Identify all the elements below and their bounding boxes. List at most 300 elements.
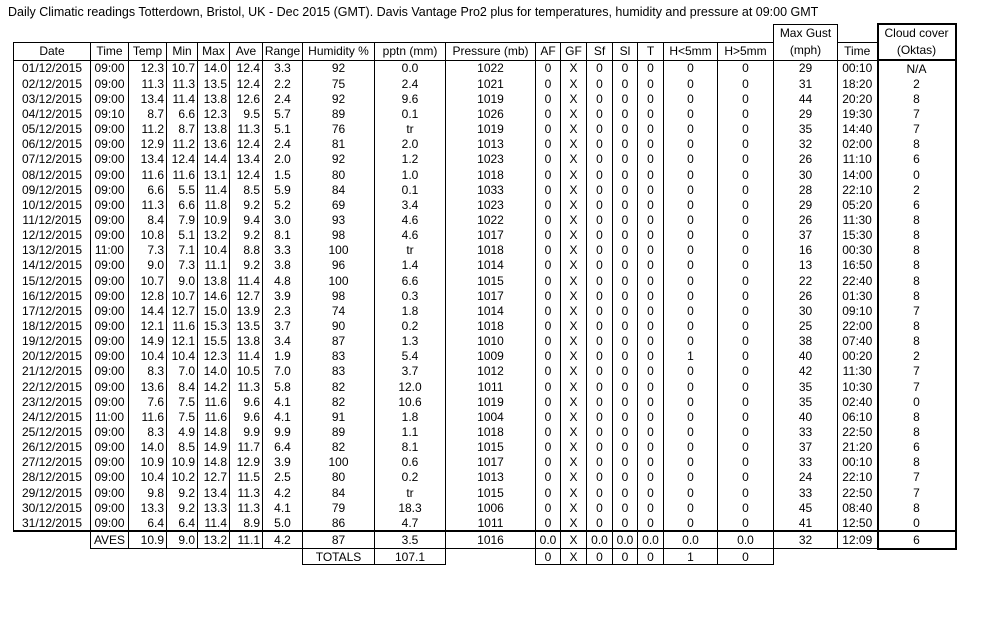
cell-t: 0 [638, 182, 664, 197]
cell-sl: 0 [613, 197, 638, 212]
cell-max-gust: 40 [774, 349, 838, 364]
cell-time: 09:00 [91, 197, 129, 212]
cell-pressure: 1014 [446, 258, 536, 273]
cell-t: 0 [638, 137, 664, 152]
cell-gf: X [561, 364, 587, 379]
cell-gf: X [561, 440, 587, 455]
cell-gust-time: 00:10 [838, 60, 878, 76]
cell-sl: 0 [613, 424, 638, 439]
cell-range: 4.1 [263, 394, 303, 409]
totals-empty [878, 549, 956, 565]
cell-humidity: 98 [303, 228, 375, 243]
cell-humidity: 82 [303, 440, 375, 455]
cell-pressure: 1022 [446, 212, 536, 227]
cell-h-lt-5mm: 0 [664, 515, 718, 531]
cell-sf: 0 [587, 409, 613, 424]
cell-temp: 10.7 [129, 273, 167, 288]
cell-pptn: 1.2 [375, 152, 446, 167]
cell-sf: 0 [587, 364, 613, 379]
col-header-sf: Sf [587, 42, 613, 60]
aves-ave: 11.1 [230, 531, 263, 548]
cell-af: 0 [536, 485, 561, 500]
cell-range: 2.5 [263, 470, 303, 485]
cell-max-gust: 31 [774, 76, 838, 91]
cell-time: 09:00 [91, 212, 129, 227]
cell-pressure: 1004 [446, 409, 536, 424]
cell-gust-time: 02:40 [838, 394, 878, 409]
cell-cloud-cover: 7 [878, 122, 956, 137]
col-header-temp: Temp [129, 42, 167, 60]
cell-humidity: 80 [303, 167, 375, 182]
cell-humidity: 87 [303, 334, 375, 349]
cell-gust-time: 20:20 [838, 91, 878, 106]
cell-max: 13.1 [198, 167, 230, 182]
aves-row [14, 531, 956, 548]
cell-time: 09:00 [91, 60, 129, 76]
cell-max: 13.5 [198, 76, 230, 91]
cell-sf: 0 [587, 167, 613, 182]
cell-sf: 0 [587, 394, 613, 409]
cell-min: 5.5 [167, 182, 198, 197]
aves-date [14, 531, 91, 548]
cell-sl: 0 [613, 76, 638, 91]
cell-pressure: 1014 [446, 303, 536, 318]
cell-sl: 0 [613, 303, 638, 318]
cell-h-gt-5mm: 0 [718, 122, 774, 137]
cell-pptn: tr [375, 485, 446, 500]
cell-temp: 13.4 [129, 152, 167, 167]
cell-ave: 11.3 [230, 485, 263, 500]
cell-time: 09:00 [91, 485, 129, 500]
cell-sl: 0 [613, 440, 638, 455]
cell-gust-time: 06:10 [838, 409, 878, 424]
table-row [14, 91, 956, 106]
cell-date: 11/12/2015 [14, 212, 91, 227]
cell-af: 0 [536, 424, 561, 439]
cell-h-gt-5mm: 0 [718, 500, 774, 515]
cell-date: 13/12/2015 [14, 243, 91, 258]
cell-range: 3.9 [263, 288, 303, 303]
cell-cloud-cover: 8 [878, 288, 956, 303]
cell-af: 0 [536, 273, 561, 288]
cell-temp: 7.3 [129, 243, 167, 258]
totals-empty [230, 549, 263, 565]
cell-sl: 0 [613, 91, 638, 106]
cell-cloud-cover: 7 [878, 303, 956, 318]
col-header-gf: GF [561, 42, 587, 60]
cell-h-lt-5mm: 0 [664, 167, 718, 182]
cell-ave: 12.7 [230, 288, 263, 303]
cell-range: 4.1 [263, 500, 303, 515]
cell-sf: 0 [587, 152, 613, 167]
cell-gust-time: 12:50 [838, 515, 878, 531]
cell-humidity: 91 [303, 409, 375, 424]
cell-h-lt-5mm: 0 [664, 60, 718, 76]
cell-af: 0 [536, 137, 561, 152]
cell-temp: 6.4 [129, 515, 167, 531]
cell-pressure: 1017 [446, 455, 536, 470]
cell-sl: 0 [613, 122, 638, 137]
cell-min: 10.9 [167, 455, 198, 470]
cell-h-lt-5mm: 0 [664, 273, 718, 288]
max-gust-header: Max Gust [774, 24, 838, 42]
cell-min: 8.4 [167, 379, 198, 394]
cell-ave: 11.3 [230, 500, 263, 515]
col-header-pptn: pptn (mm) [375, 42, 446, 60]
cell-date: 15/12/2015 [14, 273, 91, 288]
cell-t: 0 [638, 349, 664, 364]
cell-pressure: 1021 [446, 76, 536, 91]
cell-af: 0 [536, 470, 561, 485]
cell-time: 09:00 [91, 182, 129, 197]
cell-h-lt-5mm: 0 [664, 364, 718, 379]
cell-max: 14.8 [198, 455, 230, 470]
cell-pptn: tr [375, 122, 446, 137]
cell-ave: 10.5 [230, 364, 263, 379]
cell-humidity: 86 [303, 515, 375, 531]
cell-max: 13.3 [198, 500, 230, 515]
cell-time: 09:00 [91, 500, 129, 515]
cell-ave: 12.6 [230, 91, 263, 106]
cell-ave: 9.2 [230, 197, 263, 212]
cell-sl: 0 [613, 212, 638, 227]
table-row [14, 212, 956, 227]
cell-min: 10.2 [167, 470, 198, 485]
cell-h-gt-5mm: 0 [718, 167, 774, 182]
cell-range: 9.9 [263, 424, 303, 439]
cell-af: 0 [536, 288, 561, 303]
cell-gf: X [561, 106, 587, 121]
cell-pressure: 1012 [446, 364, 536, 379]
cell-h-gt-5mm: 0 [718, 334, 774, 349]
cell-ave: 11.5 [230, 470, 263, 485]
cell-gust-time: 01:30 [838, 288, 878, 303]
table-row [14, 106, 956, 121]
table-row [14, 122, 956, 137]
cell-pressure: 1018 [446, 167, 536, 182]
cell-temp: 11.3 [129, 197, 167, 212]
cell-ave: 9.2 [230, 258, 263, 273]
cell-pressure: 1009 [446, 349, 536, 364]
cell-humidity: 96 [303, 258, 375, 273]
cell-time: 09:00 [91, 334, 129, 349]
cell-date: 02/12/2015 [14, 76, 91, 91]
cell-ave: 8.8 [230, 243, 263, 258]
cell-h-gt-5mm: 0 [718, 515, 774, 531]
cell-range: 3.3 [263, 243, 303, 258]
cell-date: 05/12/2015 [14, 122, 91, 137]
cell-max: 15.3 [198, 318, 230, 333]
cell-ave: 9.2 [230, 228, 263, 243]
cell-max: 14.4 [198, 152, 230, 167]
table-row [14, 409, 956, 424]
col-header-cloud-unit: (Oktas) [878, 42, 956, 60]
cell-pptn: 10.6 [375, 394, 446, 409]
cell-af: 0 [536, 212, 561, 227]
col-header-h-lt-5mm: H<5mm [664, 42, 718, 60]
cell-date: 08/12/2015 [14, 167, 91, 182]
cell-time: 09:00 [91, 122, 129, 137]
cell-pptn: 4.7 [375, 515, 446, 531]
cell-humidity: 100 [303, 273, 375, 288]
cell-gf: X [561, 409, 587, 424]
cell-af: 0 [536, 440, 561, 455]
aves-min: 9.0 [167, 531, 198, 548]
cell-max: 11.8 [198, 197, 230, 212]
cell-h-lt-5mm: 0 [664, 334, 718, 349]
table-row [14, 364, 956, 379]
cell-cloud-cover: 7 [878, 379, 956, 394]
cell-temp: 10.9 [129, 455, 167, 470]
table-row [14, 318, 956, 333]
cell-af: 0 [536, 197, 561, 212]
cell-ave: 13.4 [230, 152, 263, 167]
cell-pressure: 1033 [446, 182, 536, 197]
cell-cloud-cover: 6 [878, 440, 956, 455]
cell-h-gt-5mm: 0 [718, 440, 774, 455]
cell-gust-time: 09:10 [838, 303, 878, 318]
cell-gf: X [561, 334, 587, 349]
cell-max-gust: 29 [774, 197, 838, 212]
cell-pptn: 0.1 [375, 182, 446, 197]
cell-min: 8.5 [167, 440, 198, 455]
cell-temp: 10.8 [129, 228, 167, 243]
cell-gf: X [561, 500, 587, 515]
col-header-time: Time [91, 42, 129, 60]
cell-pressure: 1015 [446, 273, 536, 288]
cell-cloud-cover: 8 [878, 243, 956, 258]
cell-max-gust: 35 [774, 394, 838, 409]
cell-gust-time: 00:30 [838, 243, 878, 258]
cell-temp: 12.1 [129, 318, 167, 333]
cell-date: 09/12/2015 [14, 182, 91, 197]
cell-sf: 0 [587, 60, 613, 76]
col-header-max: Max [198, 42, 230, 60]
cell-af: 0 [536, 76, 561, 91]
cell-pptn: 1.4 [375, 258, 446, 273]
cell-gust-time: 15:30 [838, 228, 878, 243]
cell-min: 7.5 [167, 409, 198, 424]
cell-sl: 0 [613, 379, 638, 394]
cell-sf: 0 [587, 258, 613, 273]
cell-max-gust: 26 [774, 212, 838, 227]
cell-humidity: 92 [303, 91, 375, 106]
cell-time: 09:10 [91, 106, 129, 121]
cell-cloud-cover: 7 [878, 364, 956, 379]
cell-max: 13.8 [198, 122, 230, 137]
cell-cloud-cover: 8 [878, 212, 956, 227]
cell-date: 25/12/2015 [14, 424, 91, 439]
cell-min: 6.6 [167, 197, 198, 212]
cell-temp: 14.9 [129, 334, 167, 349]
cell-h-gt-5mm: 0 [718, 424, 774, 439]
cell-cloud-cover: 8 [878, 500, 956, 515]
cell-ave: 11.3 [230, 122, 263, 137]
cell-min: 9.0 [167, 273, 198, 288]
cell-time: 09:00 [91, 76, 129, 91]
totals-t: 0 [638, 549, 664, 565]
cell-af: 0 [536, 243, 561, 258]
cell-h-gt-5mm: 0 [718, 303, 774, 318]
col-header-af: AF [536, 42, 561, 60]
cell-pptn: 0.6 [375, 455, 446, 470]
cell-min: 4.9 [167, 424, 198, 439]
cell-gf: X [561, 485, 587, 500]
cell-time: 09:00 [91, 228, 129, 243]
table-row [14, 500, 956, 515]
cell-gust-time: 14:40 [838, 122, 878, 137]
cell-temp: 6.6 [129, 182, 167, 197]
cell-humidity: 83 [303, 364, 375, 379]
cloud-cover-header: Cloud cover [878, 24, 956, 42]
cell-pressure: 1013 [446, 470, 536, 485]
cell-af: 0 [536, 60, 561, 76]
cell-cloud-cover: 8 [878, 318, 956, 333]
cell-pressure: 1010 [446, 334, 536, 349]
cell-sf: 0 [587, 318, 613, 333]
cell-af: 0 [536, 318, 561, 333]
cell-t: 0 [638, 197, 664, 212]
cell-temp: 10.4 [129, 349, 167, 364]
cell-time: 09:00 [91, 137, 129, 152]
cell-min: 6.6 [167, 106, 198, 121]
cell-pptn: 0.3 [375, 288, 446, 303]
cell-humidity: 90 [303, 318, 375, 333]
cell-sf: 0 [587, 515, 613, 531]
cell-temp: 14.0 [129, 440, 167, 455]
table-row [14, 379, 956, 394]
cell-cloud-cover: 8 [878, 91, 956, 106]
col-header-date: Date [14, 42, 91, 60]
cell-af: 0 [536, 409, 561, 424]
cell-max-gust: 42 [774, 364, 838, 379]
cell-pptn: 4.6 [375, 212, 446, 227]
cell-h-lt-5mm: 0 [664, 243, 718, 258]
cell-min: 7.3 [167, 258, 198, 273]
cell-h-lt-5mm: 0 [664, 258, 718, 273]
cell-temp: 13.4 [129, 91, 167, 106]
cell-temp: 8.3 [129, 424, 167, 439]
cell-cloud-cover: N/A [878, 60, 956, 76]
cell-gust-time: 22:10 [838, 182, 878, 197]
totals-row [14, 549, 956, 565]
cell-t: 0 [638, 500, 664, 515]
col-header-range: Range [263, 42, 303, 60]
cell-sf: 0 [587, 212, 613, 227]
cell-sl: 0 [613, 500, 638, 515]
cell-h-gt-5mm: 0 [718, 349, 774, 364]
cell-t: 0 [638, 470, 664, 485]
cell-t: 0 [638, 440, 664, 455]
cell-cloud-cover: 7 [878, 470, 956, 485]
cell-cloud-cover: 8 [878, 424, 956, 439]
cell-sf: 0 [587, 182, 613, 197]
cell-max: 11.4 [198, 515, 230, 531]
cell-af: 0 [536, 106, 561, 121]
cell-max-gust: 16 [774, 243, 838, 258]
col-header-max-gust-unit: (mph) [774, 42, 838, 60]
cell-af: 0 [536, 334, 561, 349]
cell-sl: 0 [613, 470, 638, 485]
cell-temp: 12.9 [129, 137, 167, 152]
cell-humidity: 98 [303, 288, 375, 303]
cell-sl: 0 [613, 288, 638, 303]
cell-cloud-cover: 0 [878, 394, 956, 409]
col-header-t: T [638, 42, 664, 60]
cell-pptn: 3.7 [375, 364, 446, 379]
cell-h-gt-5mm: 0 [718, 76, 774, 91]
cell-gust-time: 14:00 [838, 167, 878, 182]
cell-temp: 11.6 [129, 409, 167, 424]
cell-ave: 12.4 [230, 137, 263, 152]
cell-pptn: 1.1 [375, 424, 446, 439]
cell-range: 3.8 [263, 258, 303, 273]
table-row [14, 440, 956, 455]
cell-af: 0 [536, 500, 561, 515]
cell-ave: 13.5 [230, 318, 263, 333]
cell-sl: 0 [613, 515, 638, 531]
table-row [14, 515, 956, 531]
cell-temp: 7.6 [129, 394, 167, 409]
cell-af: 0 [536, 167, 561, 182]
cell-sf: 0 [587, 106, 613, 121]
cell-pptn: 1.8 [375, 303, 446, 318]
cell-h-lt-5mm: 0 [664, 500, 718, 515]
cell-gust-time: 00:10 [838, 455, 878, 470]
totals-empty [91, 549, 129, 565]
cell-gust-time: 08:40 [838, 500, 878, 515]
cell-date: 29/12/2015 [14, 485, 91, 500]
cell-range: 5.0 [263, 515, 303, 531]
cell-sf: 0 [587, 485, 613, 500]
cell-h-gt-5mm: 0 [718, 455, 774, 470]
cell-pressure: 1017 [446, 288, 536, 303]
cell-sf: 0 [587, 76, 613, 91]
cell-pptn: 1.8 [375, 409, 446, 424]
cell-h-lt-5mm: 0 [664, 288, 718, 303]
cell-min: 7.9 [167, 212, 198, 227]
cell-h-lt-5mm: 0 [664, 197, 718, 212]
cell-pressure: 1026 [446, 106, 536, 121]
cell-range: 2.3 [263, 303, 303, 318]
cell-humidity: 83 [303, 349, 375, 364]
cell-min: 12.4 [167, 152, 198, 167]
cell-h-gt-5mm: 0 [718, 364, 774, 379]
cell-gf: X [561, 137, 587, 152]
cell-ave: 9.6 [230, 409, 263, 424]
cell-min: 8.7 [167, 122, 198, 137]
cell-gf: X [561, 152, 587, 167]
cell-sf: 0 [587, 137, 613, 152]
cell-max-gust: 38 [774, 334, 838, 349]
totals-gf: X [561, 549, 587, 565]
cell-af: 0 [536, 379, 561, 394]
cell-h-gt-5mm: 0 [718, 394, 774, 409]
cell-sf: 0 [587, 349, 613, 364]
cell-gf: X [561, 288, 587, 303]
table-row [14, 349, 956, 364]
cell-pptn: 12.0 [375, 379, 446, 394]
cell-sf: 0 [587, 122, 613, 137]
cell-humidity: 84 [303, 485, 375, 500]
cell-cloud-cover: 0 [878, 515, 956, 531]
cell-t: 0 [638, 106, 664, 121]
cell-h-gt-5mm: 0 [718, 273, 774, 288]
cell-pptn: 2.4 [375, 76, 446, 91]
cell-humidity: 74 [303, 303, 375, 318]
cell-range: 5.2 [263, 197, 303, 212]
cell-sl: 0 [613, 258, 638, 273]
